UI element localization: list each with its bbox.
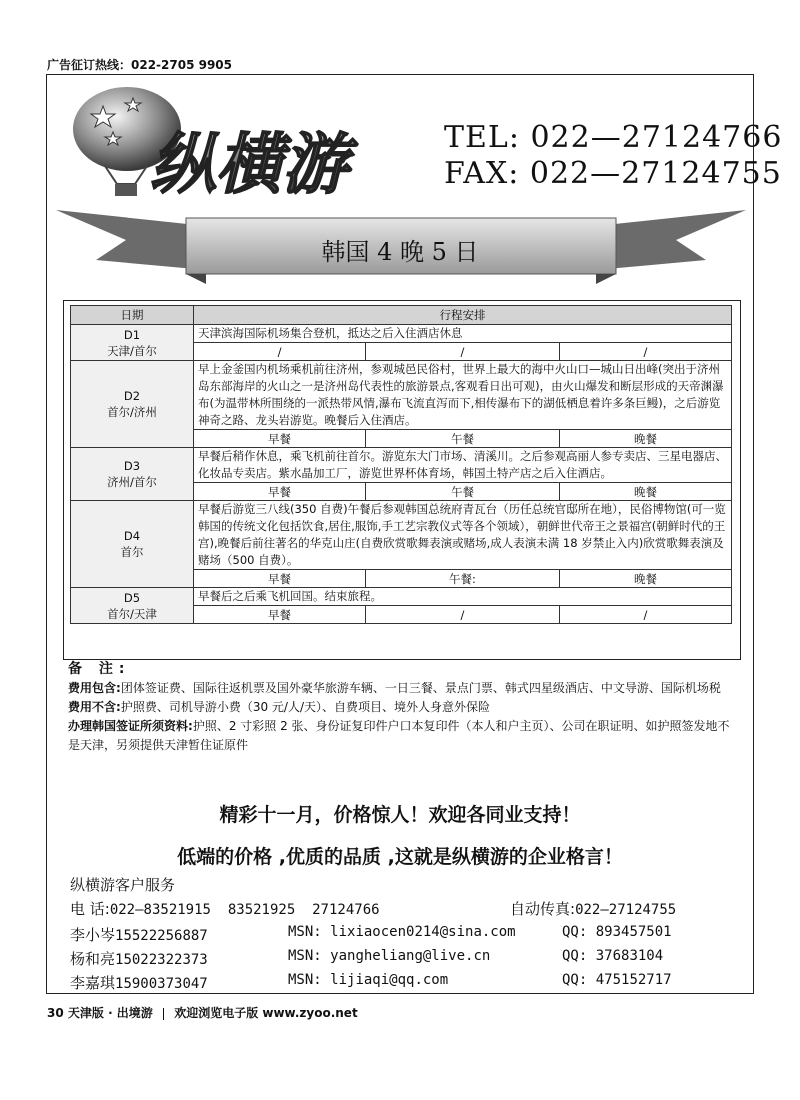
meal-breakfast: 早餐 (194, 483, 366, 501)
page-number: 30 (47, 1006, 64, 1020)
meal-lunch: 午餐 (366, 483, 560, 501)
meal-dinner: 晚餐 (559, 570, 731, 588)
meal-breakfast: 早餐 (194, 430, 366, 448)
contact-row: 杨和亮15022322373 MSN: yangheliang@live.cn QQ: 37683104 (70, 948, 664, 968)
meal-lunch: / (366, 343, 560, 361)
contact-row: 李嘉琪15900373047 MSN: lijiaqi@qq.com QQ: 475152717 (70, 972, 672, 992)
day-desc: 早餐后稍作休息，乘飞机前往首尔。游览东大门市场、清溪川。之后参观高丽人参专卖店、三星电器店、化妆品专卖店。紫水晶加工厂，游览世界杯体育场，韩国土特产店之后入住酒店。 (194, 448, 732, 483)
phone-line: 电 话:022—83521915 83521925 27124766 自动传真:022—27124755 (70, 900, 677, 918)
tour-title: 韩国 4 晚 5 日 (321, 238, 479, 266)
page-footer (47, 1004, 358, 1021)
meal-breakfast: / (194, 343, 366, 361)
day-cell: D1 天津/首尔 (71, 325, 194, 361)
meal-dinner: / (559, 343, 731, 361)
day-desc: 天津滨海国际机场集合登机，抵达之后入住酒店休息 (194, 325, 732, 343)
footer-divider (163, 1008, 164, 1020)
table-row (71, 501, 732, 570)
include-note: 费用包含:团体签证费、国际往返机票及国外豪华旅游车辆、一日三餐、景点门票、韩式四星级酒店、中文导游、国际机场税 (68, 681, 721, 695)
fax-number: FAX: 022—27124755 (444, 156, 782, 191)
meal-dinner: / (559, 606, 731, 624)
day-cell: D4 首尔 (71, 501, 194, 588)
promo-slogan: 低端的价格 ,优质的品质 ,这就是纵横游的企业格言！ (177, 846, 623, 868)
day-desc: 早餐后之后乘飞机回国。结束旅程。 (194, 588, 732, 606)
day-cell: D2 首尔/济州 (71, 361, 194, 448)
meal-breakfast: 早餐 (194, 570, 366, 588)
notes-label: 备 注: (68, 661, 131, 677)
meal-dinner: 晚餐 (559, 430, 731, 448)
brand-logo (55, 84, 435, 204)
table-row (71, 588, 732, 606)
meal-breakfast: 早餐 (194, 606, 366, 624)
site-link[interactable]: 欢迎浏览电子版 www.zyoo.net (174, 1006, 358, 1020)
promo-headline: 精彩十一月，价格惊人！欢迎各同业支持！ (219, 804, 581, 826)
brand-logo-text: 纵横游 (150, 126, 348, 203)
service-title: 纵横游客户服务 (70, 876, 176, 894)
header-plan: 行程安排 (194, 306, 732, 325)
itinerary-table (70, 305, 732, 624)
day-desc: 早上金釜国内机场乘机前往济州，参观城邑民俗村，世界上最大的海中火山口—城山日出峰(突出于济州岛东部海岸的火山之一是济州岛代表性的旅游景点,客观看日出可观)，由火山爆发和断层形成的天帝渊瀑布(为温带林所围绕的一派热带风情,瀑布飞流直泻而下,相传瀑布下的湖低栖息着许多条巨鳗)，之后游览神奇之路、龙头岩游览。晚餐后入住酒店。 (194, 361, 732, 430)
exclude-note: 费用不含:护照费、司机导游小费（30 元/人/天）、自费项目、境外人身意外保险 (68, 700, 490, 714)
edition-label: 天津版 · 出境游 (67, 1006, 153, 1020)
day-cell: D3 济州/首尔 (71, 448, 194, 501)
meal-lunch: 午餐: (366, 570, 560, 588)
contact-row: 李小岑15522256887 MSN: lixiaocen0214@sina.com QQ: 893457501 (70, 924, 672, 944)
day-desc: 早餐后游览三八线(350 自费)午餐后参观韩国总统府青瓦台（历任总统官邸所在地），民俗博物馆(可一览韩国的传统文化包括饮食,居住,服饰,手工艺宗教仪式等各个领域），朝鲜世代帝王之景福宫(朝鲜时代的王宫),晚餐后前往著名的华克山庄(自费欣赏歌舞表演或赌场,成人表演未满 18 岁禁止入内)欣赏歌舞表演及赌场（500 自费）。 (194, 501, 732, 570)
table-row (71, 325, 732, 343)
table-row (71, 361, 732, 430)
ad-hotline: 广告征订热线：022-2705 9905 (47, 58, 233, 72)
header-date: 日期 (71, 306, 194, 325)
day-cell: D5 首尔/天津 (71, 588, 194, 624)
meal-lunch: / (366, 606, 560, 624)
contact-tel-fax (444, 120, 782, 192)
meal-dinner: 晚餐 (559, 483, 731, 501)
visa-note: 办理韩国签证所须资料:护照、2 寸彩照 2 张、身份证复印件户口本复印件（本人和户主页）、公司在职证明、如护照签发地不是天津，另须提供天津暂住证原件 (68, 719, 730, 752)
tel-number: TEL: 022—27124766 (444, 120, 783, 155)
notes-section (68, 660, 738, 755)
table-row (71, 448, 732, 483)
table-header (71, 306, 732, 325)
meal-lunch: 午餐 (366, 430, 560, 448)
